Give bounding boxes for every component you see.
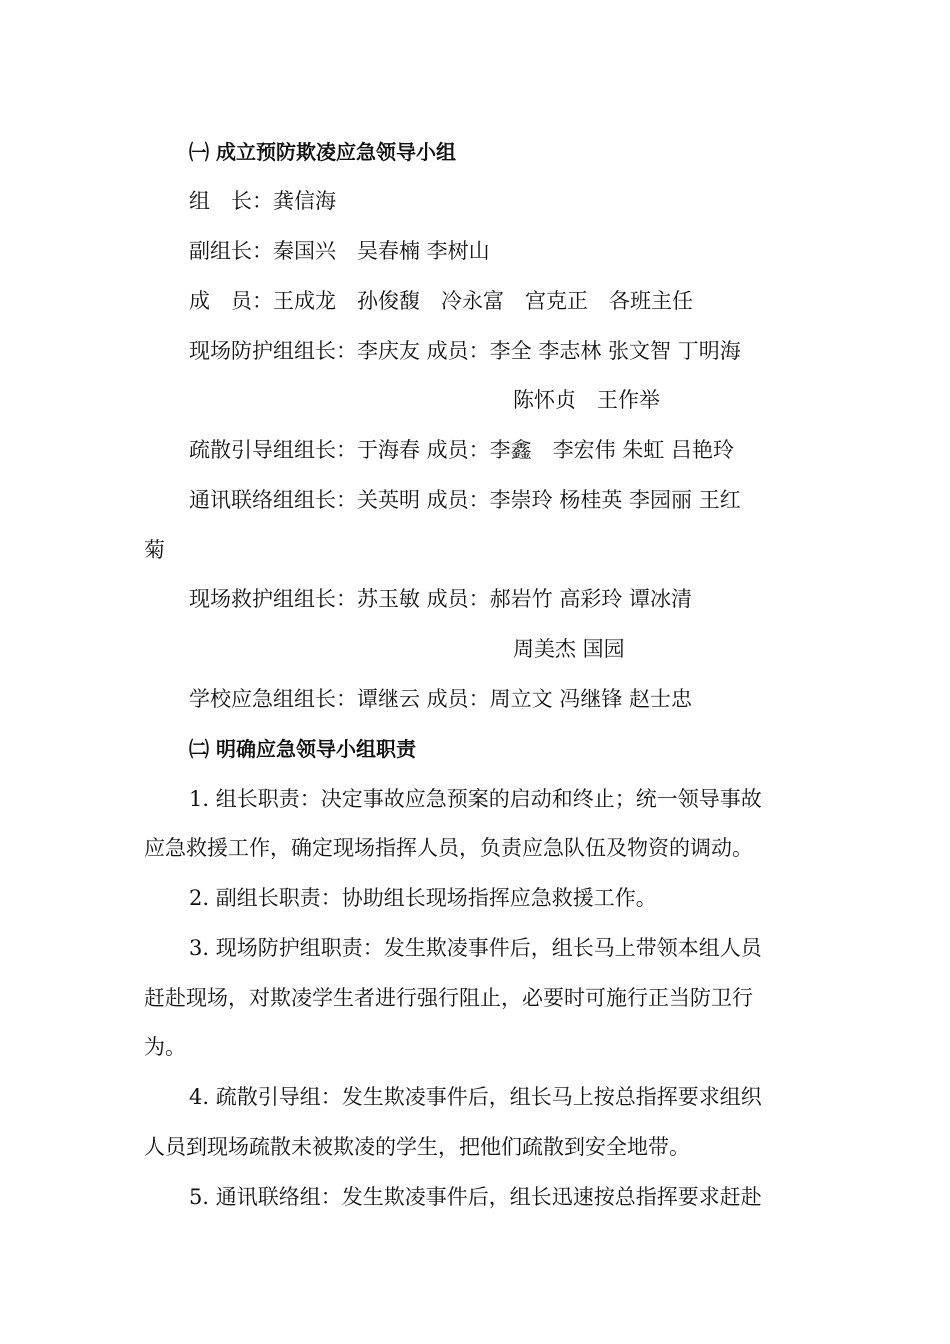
comm-group-line: 通讯联络组组长：关英明 成员：李崇玲 杨桂英 李园丽 王红: [189, 488, 741, 512]
duty-item-3-cont: 赶赴现场，对欺凌学生者进行强行阻止，必要时可施行正当防卫行: [144, 986, 753, 1010]
duty-item-4: 4. 疏散引导组：发生欺凌事件后，组长马上按总指挥要求组织: [189, 1085, 762, 1109]
members-line: 成 员：王成龙 孙俊馥 冷永富 宫克正 各班主任: [189, 289, 693, 313]
school-group-line: 学校应急组组长：谭继云 成员：周立文 冯继锋 赵士忠: [189, 687, 693, 711]
section-1-heading: ㈠ 成立预防欺凌应急领导小组: [189, 140, 456, 164]
duty-item-3-cont2: 为。: [144, 1035, 186, 1059]
rescue-group-line-cont: 周美杰 国园: [513, 637, 625, 661]
deputy-line: 副组长：秦国兴 吴春楠 李树山: [189, 239, 490, 263]
duty-item-5: 5. 通讯联络组：发生欺凌事件后，组长迅速按总指挥要求赶赴: [189, 1185, 762, 1209]
protect-group-line: 现场防护组组长：李庆友 成员：李全 李志林 张文智 丁明海: [189, 339, 741, 363]
rescue-group-line: 现场救护组组长：苏玉敏 成员：郝岩竹 高彩玲 谭冰清: [189, 587, 693, 611]
duty-item-1: 1. 组长职责：决定事故应急预案的启动和终止；统一领导事故: [189, 787, 762, 811]
duty-item-2: 2. 副组长职责：协助组长现场指挥应急救援工作。: [189, 886, 657, 910]
section-2-heading: ㈡ 明确应急领导小组职责: [189, 737, 416, 761]
comm-group-line-cont: 菊: [144, 538, 165, 562]
leader-line: 组 长：龚信海: [189, 189, 336, 213]
duty-item-3: 3. 现场防护组职责：发生欺凌事件后，组长马上带领本组人员: [189, 936, 762, 960]
evac-group-line: 疏散引导组组长：于海春 成员：李鑫 李宏伟 朱虹 吕艳玲: [189, 438, 735, 462]
protect-group-line-cont: 陈怀贞 王作举: [513, 388, 660, 412]
duty-item-4-cont: 人员到现场疏散未被欺凌的学生，把他们疏散到安全地带。: [144, 1135, 690, 1159]
duty-item-1-cont: 应急救援工作，确定现场指挥人员，负责应急队伍及物资的调动。: [144, 836, 753, 860]
